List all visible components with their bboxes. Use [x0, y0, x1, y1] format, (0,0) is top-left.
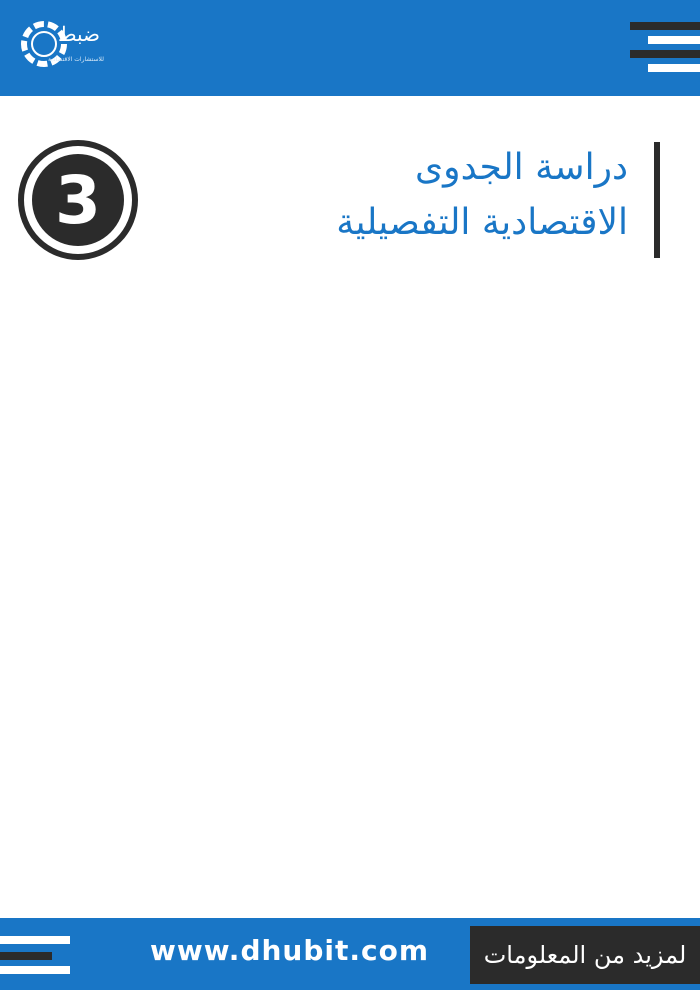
- decor-stripes: [630, 22, 700, 74]
- logo-tagline: للاستشارات الاقتصادية: [48, 56, 104, 63]
- title-line-2: الاقتصادية التفصيلية: [336, 202, 628, 243]
- footer-bar: [0, 918, 700, 990]
- title-line-1: دراسة الجدوى: [415, 147, 628, 188]
- logo: [18, 14, 128, 84]
- step-number-badge: [18, 140, 138, 260]
- step-number: 3: [32, 154, 124, 246]
- page-title: [240, 142, 660, 258]
- website-link[interactable]: www.dhubit.com: [150, 934, 430, 967]
- top-banner: [0, 0, 700, 96]
- footer-decor-stripes: [0, 930, 70, 980]
- more-info-label: لمزيد من المعلومات: [470, 926, 700, 984]
- logo-brand: ضبط: [58, 22, 101, 46]
